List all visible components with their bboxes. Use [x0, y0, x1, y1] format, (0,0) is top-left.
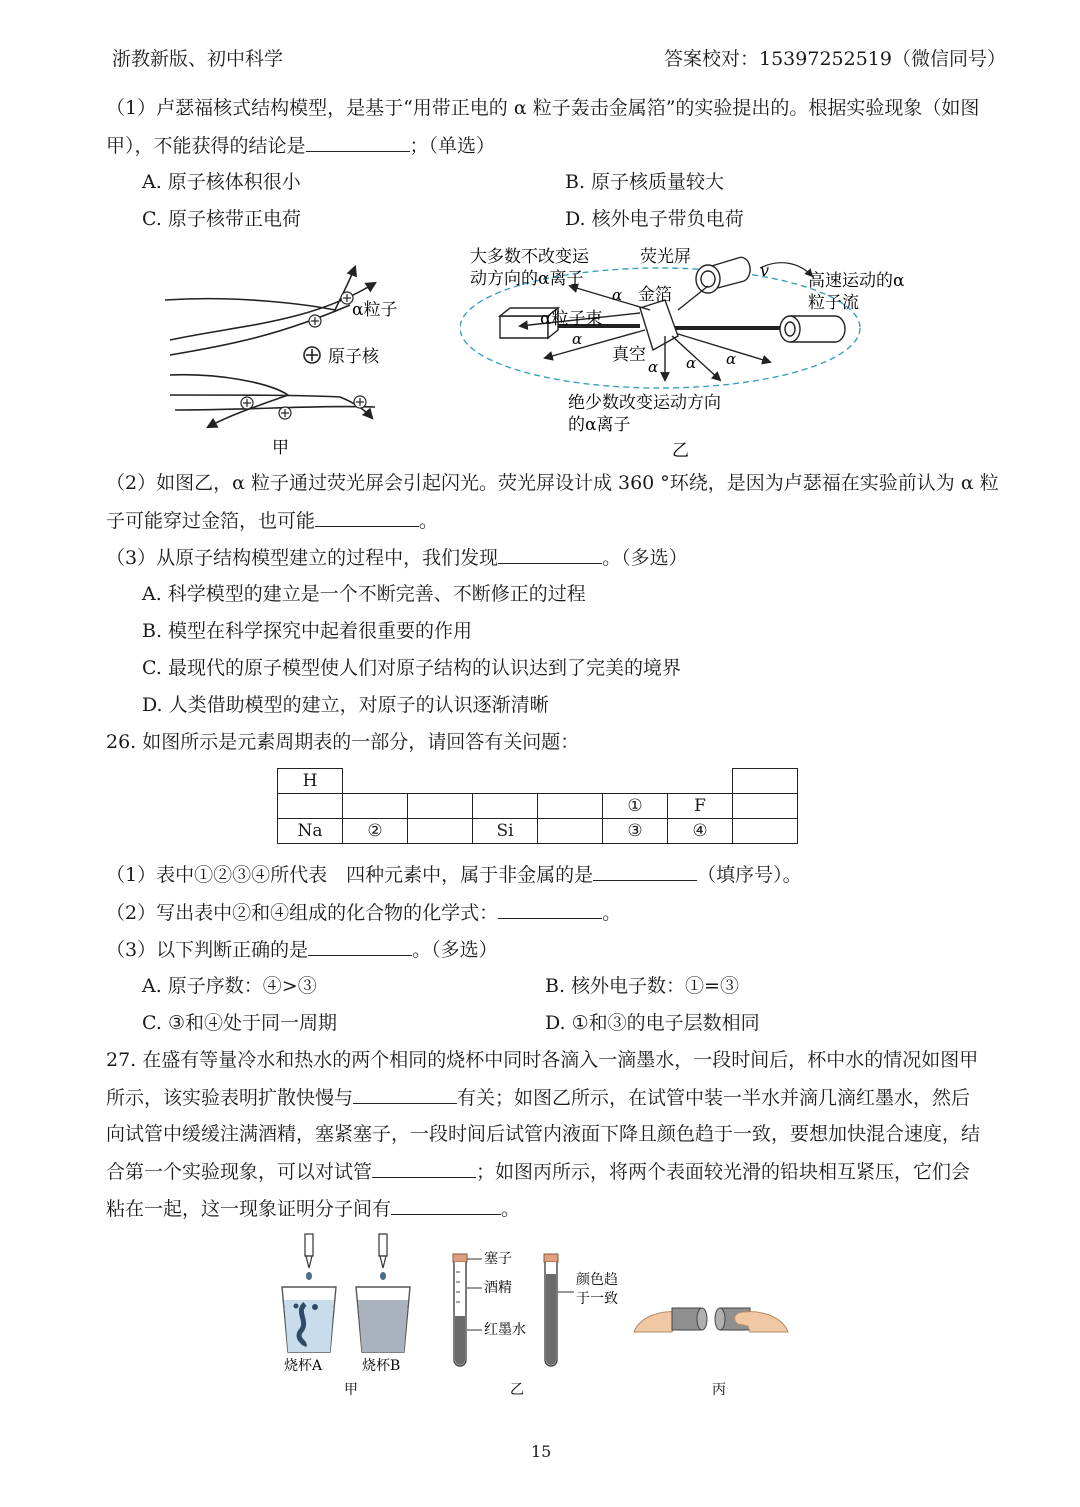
caption-bing-27: 丙 — [712, 1382, 726, 1398]
q25-p2-line2-suffix: 。 — [419, 510, 439, 532]
figure-diffusion-experiments — [270, 1232, 810, 1402]
q26-p3-suffix: 。（多选） — [412, 939, 498, 961]
particle-stream-source — [780, 316, 845, 342]
cell-element-1: ① — [603, 794, 668, 819]
q25-p1-line1: （1）卢瑟福核式结构模型，是基于“用带正电的 α 粒子轰击金属箔”的实验提出的。根据实验现象（如图 — [106, 97, 980, 119]
label-stopper: 塞子 — [484, 1251, 512, 1267]
cell-f: F — [668, 794, 733, 819]
label-nucleus: 原子核 — [328, 347, 379, 367]
label-beaker-a: 烧杯A — [284, 1358, 323, 1374]
caption-jia-27: 甲 — [344, 1382, 358, 1398]
label-alpha-5: α — [726, 350, 737, 368]
cell-h: H — [278, 769, 343, 794]
dropper-b — [379, 1234, 387, 1268]
figure-alpha-scattering-jia — [160, 255, 420, 460]
label-alpha-3: α — [648, 358, 659, 376]
label-screen: 荧光屏 — [640, 247, 691, 267]
q26-option-c: C. ③和④处于同一周期 — [142, 1012, 337, 1034]
q27-line4 — [106, 1159, 970, 1184]
label-majority-2: 动方向的α离子 — [470, 269, 584, 289]
q26-p3-line — [106, 937, 498, 962]
label-beaker-b: 烧杯B — [362, 1358, 401, 1374]
q26-option-d: D. ①和③的电子层数相同 — [545, 1012, 760, 1034]
cell — [538, 794, 603, 819]
q26-p1-suffix: （填序号）。 — [697, 864, 802, 886]
lead-block-left — [672, 1308, 707, 1330]
q25-p3-text: （3）从原子结构模型建立的过程中，我们发现 — [106, 547, 499, 569]
q25-p3-option-a: A. 科学模型的建立是一个不断完善、不断修正的过程 — [142, 583, 586, 605]
cell-element-3: ③ — [603, 819, 668, 844]
q25-p3-option-d: D. 人类借助模型的建立，对原子的认识逐渐清晰 — [142, 694, 549, 716]
cell-element-4: ④ — [668, 819, 733, 844]
alpha-path-upper-1 — [165, 267, 355, 310]
label-velocity: v — [760, 261, 770, 280]
q26-p2-text: （2）写出表中②和④组成的化合物的化学式： — [106, 902, 499, 924]
caption-yi: 乙 — [672, 441, 689, 461]
beaker-a — [282, 1287, 336, 1352]
cell-element-2: ② — [343, 819, 408, 844]
label-foil: 金箔 — [638, 285, 672, 305]
header-right: 答案校对：15397252519（微信同号） — [664, 48, 1006, 70]
q27-line4-text: 合第一个实验现象，可以对试管 — [106, 1161, 373, 1183]
answer-blank[interactable] — [315, 508, 419, 527]
q25-option-d: D. 核外电子带负电荷 — [565, 208, 744, 230]
q25-p2-line2-text: 子可能穿过金箔，也可能 — [106, 510, 316, 532]
q26-p3-text: （3）以下判断正确的是 — [106, 939, 309, 961]
cell — [408, 819, 473, 844]
cell-si: Si — [473, 819, 538, 844]
q25-p3-option-c: C. 最现代的原子模型使人们对原子结构的认识达到了完美的境界 — [142, 657, 681, 679]
answer-blank[interactable] — [391, 1196, 501, 1215]
q27-line5-suffix: 。 — [501, 1198, 521, 1220]
dropper-a — [305, 1234, 313, 1268]
answer-blank[interactable] — [308, 937, 412, 956]
label-few-2: 的α离子 — [568, 415, 631, 435]
q27-line2 — [106, 1085, 970, 1110]
q26-p2-line — [106, 900, 621, 925]
label-few-1: 绝少数改变运动方向 — [568, 393, 721, 413]
label-alpha-4: α — [686, 354, 697, 372]
q26-p1-text: （1）表中①②③④所代表 四种元素中，属于非金属的是 — [106, 864, 594, 886]
periodic-table-fragment — [277, 768, 798, 844]
q25-option-b: B. 原子核质量较大 — [565, 171, 725, 193]
cell — [408, 794, 473, 819]
alpha-path-lower-2 — [175, 407, 375, 410]
figure-rutherford-apparatus-yi — [460, 238, 930, 466]
cell — [343, 794, 408, 819]
test-tube-after — [544, 1254, 574, 1366]
gold-foil — [640, 300, 678, 350]
q27-line3: 向试管中缓缓注满酒精，塞紧塞子，一段时间后试管内液面下降且颜色趋于一致，要想加快混合速度，结 — [106, 1123, 981, 1145]
answer-blank[interactable] — [498, 545, 602, 564]
q25-p3-option-b: B. 模型在科学探究中起着很重要的作用 — [142, 620, 473, 642]
label-vacuum: 真空 — [612, 345, 646, 365]
q25-p3-suffix: 。（多选） — [602, 547, 688, 569]
q27-line4-suffix: ；如图丙所示，将两个表面较光滑的铅块相互紧压，它们会 — [476, 1161, 971, 1183]
label-beam: α粒子束 — [540, 309, 603, 329]
label-uniform-1: 颜色趋 — [576, 1272, 618, 1288]
q26-p2-suffix: 。 — [602, 902, 622, 924]
q27-line2-text: 所示，该实验表明扩散快慢与 — [106, 1087, 354, 1109]
q25-option-c: C. 原子核带正电荷 — [142, 208, 301, 230]
label-alpha-2: α — [572, 330, 583, 348]
q27-line5-text: 粘在一起，这一现象证明分子间有 — [106, 1198, 392, 1220]
q27-line1: 27. 在盛有等量冷水和热水的两个相同的烧杯中同时各滴入一滴墨水，一段时间后，杯中水的情况如图甲 — [106, 1049, 979, 1071]
cell — [733, 819, 798, 844]
q25-p2-line1: （2）如图乙，α 粒子通过荧光屏会引起闪光。荧光屏设计成 360 °环绕，是因为卢瑟福在实验前认为 α 粒 — [106, 472, 999, 494]
label-alpha-1: α — [612, 286, 623, 304]
cell — [278, 794, 343, 819]
q27-line2-suffix: 有关；如图乙所示，在试管中装一半水并滴几滴红墨水，然后 — [457, 1087, 971, 1109]
cell — [538, 819, 603, 844]
q26-p1-line — [106, 862, 802, 887]
alpha-path-middle-2 — [170, 375, 288, 427]
test-tube-before — [453, 1254, 482, 1366]
header-left: 浙教新版、初中科学 — [112, 48, 284, 70]
alpha-path-middle-1 — [170, 305, 350, 355]
q25-p1-line2 — [106, 133, 495, 158]
cell — [733, 794, 798, 819]
q27-line5 — [106, 1196, 520, 1221]
answer-blank[interactable] — [593, 862, 697, 881]
answer-blank[interactable] — [498, 900, 602, 919]
answer-blank[interactable] — [372, 1159, 476, 1178]
page-number: 15 — [531, 1442, 552, 1461]
label-alcohol: 酒精 — [484, 1280, 512, 1296]
answer-blank[interactable] — [353, 1085, 457, 1104]
label-majority-1: 大多数不改变运 — [470, 247, 589, 267]
answer-blank[interactable] — [306, 133, 410, 152]
q26-option-a: A. 原子序数：④>③ — [142, 975, 317, 997]
label-stream-1: 高速运动的α — [808, 271, 905, 291]
label-uniform-2: 于一致 — [576, 1291, 618, 1307]
q25-p3-line — [106, 545, 688, 570]
label-stream-2: 粒子流 — [808, 293, 859, 313]
q25-option-a: A. 原子核体积很小 — [142, 171, 301, 193]
cell — [473, 794, 538, 819]
screen-detector — [696, 257, 750, 293]
caption-yi-27: 乙 — [510, 1382, 524, 1398]
cell-noble-gas — [733, 769, 798, 794]
beaker-b — [356, 1287, 410, 1352]
cell-na: Na — [278, 819, 343, 844]
label-red-ink: 红墨水 — [484, 1322, 526, 1338]
q26-option-b: B. 核外电子数：①=③ — [545, 975, 739, 997]
q26-title: 26. 如图所示是元素周期表的一部分，请回答有关问题： — [106, 731, 580, 753]
q25-p1-line2-text: 甲），不能获得的结论是 — [106, 135, 306, 157]
q25-p1-line2-suffix: ；（单选） — [409, 135, 496, 157]
caption-jia: 甲 — [272, 438, 289, 458]
q25-p2-line2 — [106, 508, 438, 533]
label-alpha-particle: α粒子 — [352, 300, 398, 320]
